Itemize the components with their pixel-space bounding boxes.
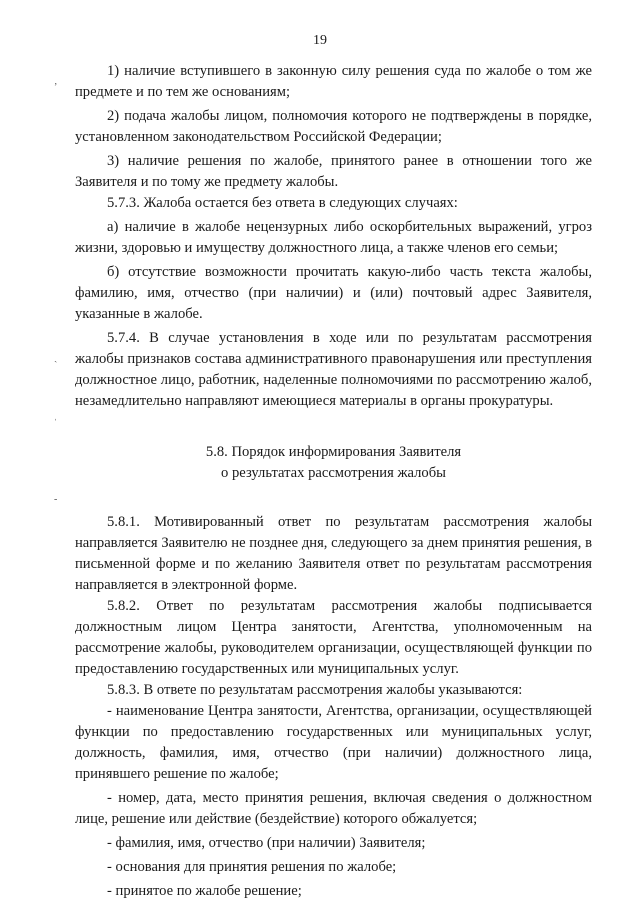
paragraph-grounds-unconfirmed-authority: 2) подача жалобы лицом, полномочия которого не подтверждены в порядке, установленном законодательством Российской Федерации; — [75, 108, 592, 145]
paragraph-obscene-language: а) наличие в жалобе нецензурных либо оскорбительных выражений, угроз жизни, здоровью и имуществу должностного лица, а также членов его семьи; — [75, 219, 592, 256]
paragraph-5-8-3: 5.8.3. В ответе по результатам рассмотрения жалобы указываются: — [107, 682, 523, 698]
paragraph-5-8-2: 5.8.2. Ответ по результатам рассмотрения жалобы подписывается должностным лицом Центра занятости, Агентства, уполномоченным на рассмотрение жалобы, руководителем организации, осуществляющей функции по предоставлению государственных или муниципальных услуг. — [75, 598, 592, 677]
margin-mark: ˈ — [54, 418, 58, 429]
margin-mark: - — [54, 494, 58, 505]
paragraph-grounds-prior-decision: 3) наличие решения по жалобе, принятого ранее в отношении того же Заявителя и по тому же предмету жалобы. — [75, 153, 592, 190]
paragraph-5-7-3: 5.7.3. Жалоба остается без ответа в следующих случаях: — [107, 195, 458, 211]
list-item-decision-taken: - принятое по жалобе решение; — [107, 883, 302, 899]
section-heading-5-8 — [75, 442, 592, 484]
list-item-decision-grounds: - основания для принятия решения по жалобе; — [107, 859, 397, 875]
margin-mark: ˏ — [54, 352, 58, 363]
paragraph-grounds-court-decision: 1) наличие вступившего в законную силу решения суда по жалобе о том же предмете и по тем же основаниям; — [75, 63, 592, 100]
document-body — [75, 61, 592, 902]
list-item-applicant-name: - фамилия, имя, отчество (при наличии) Заявителя; — [107, 835, 426, 851]
page-number: 19 — [313, 33, 327, 48]
margin-mark: ʼ — [54, 82, 58, 93]
section-heading-line-1: 5.8. Порядок информирования Заявителя — [205, 444, 462, 460]
paragraph-5-7-4: 5.7.4. В случае установления в ходе или по результатам рассмотрения жалобы признаков состава административного правонарушения или преступления должностное лицо, работник, наделенные полномочиями по рассмотрению жалоб, незамедлительно направляют имеющиеся материалы в органы прокуратуры. — [75, 330, 592, 409]
list-item-organization-name: - наименование Центра занятости, Агентства, организации, осуществляющей функции по предоставлению государственных или муниципальных услуг, должность, фамилия, имя, отчество (при наличии) должностного лица, принявшего решение по жалобе; — [75, 703, 592, 782]
paragraph-unreadable-text: б) отсутствие возможности прочитать какую-либо часть текста жалобы, фамилию, имя, отчество (при наличии) и (или) почтовый адрес Заявителя, указанные в жалобе. — [75, 264, 592, 322]
section-heading-line-2: о результатах рассмотрения жалобы — [221, 465, 446, 481]
paragraph-5-8-1: 5.8.1. Мотивированный ответ по результатам рассмотрения жалобы направляется Заявителю не позднее дня, следующего за днем принятия решения, в письменной форме и по желанию Заявителя ответ по результатам рассмотрения направляется в электронной форме. — [75, 514, 592, 593]
list-item-decision-details: - номер, дата, место принятия решения, включая сведения о должностном лице, решение или действие (бездействие) которого обжалуется; — [75, 790, 592, 827]
